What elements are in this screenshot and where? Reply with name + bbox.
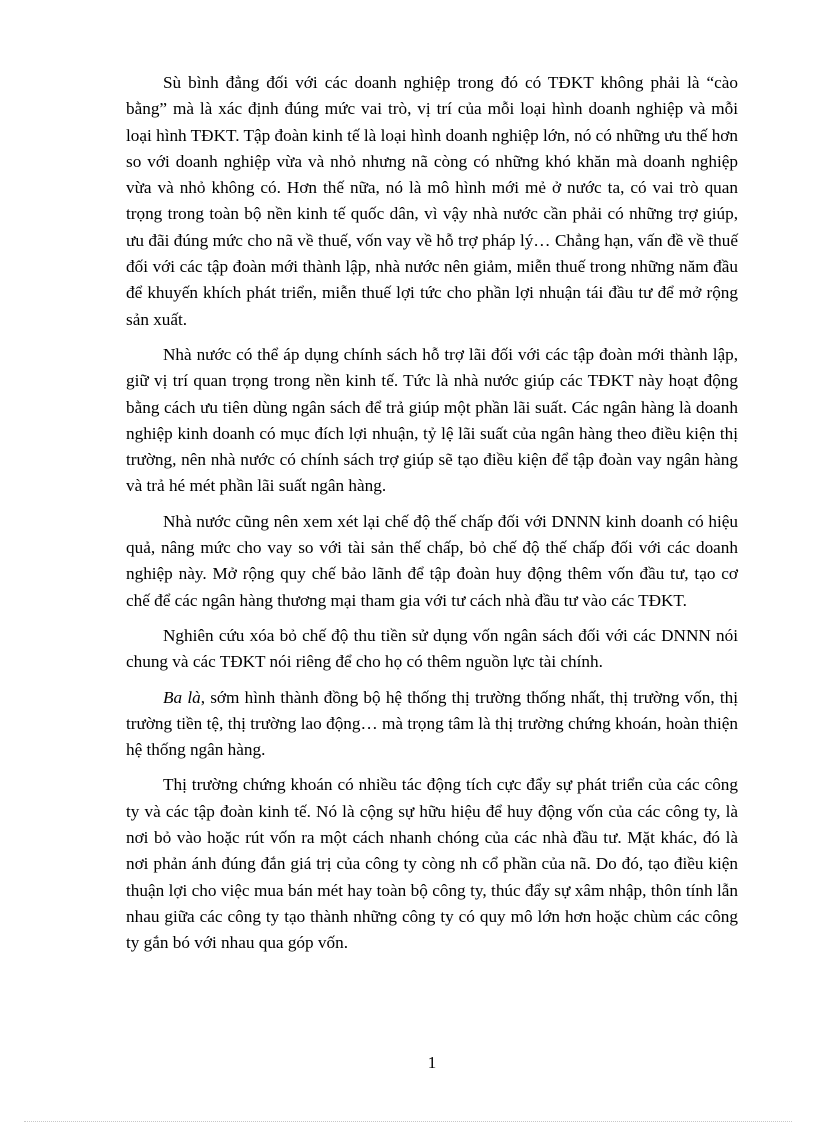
paragraph-6 <box>126 772 738 956</box>
paragraph-2 <box>126 342 738 500</box>
page-bottom-divider <box>24 1121 792 1122</box>
paragraph-3-text: Nhà nước cũng nên xem xét lại chế độ thế chấp đối với DNNN kinh doanh có hiệu quả, nâng mức cho vay so với tài sản thế chấp, bỏ chế độ thế chấp đối với các doanh nghiệp này. Mở rộng quy chế bảo lãnh để tập đoàn huy động thêm vốn đầu tư, tạo cơ chế để các ngân hàng thương mại tham gia với tư cách nhà đầu tư vào các TĐKT. <box>126 511 738 610</box>
document-body <box>126 70 738 966</box>
paragraph-2-text: Nhà nước có thể áp dụng chính sách hỗ trợ lãi đối với các tập đoàn mới thành lập, giữ vị trí quan trọng trong nền kinh tế. Tức là nhà nước giúp các TĐKT này hoạt động bằng cách ưu tiên dùng ngân sách để trả giúp một phần lãi suất. Các ngân hàng là doanh nghiệp kinh doanh có mục đích lợi nhuận, tỷ lệ lãi suất của ngân hàng theo điều kiện thị trường, nên nhà nước có chính sách trợ giúp sẽ tạo điều kiện để tập đoàn vay ngân hàng và trả hé mét phần lãi suất ngân hàng. <box>126 344 738 496</box>
paragraph-5-text: , sớm hình thành đồng bộ hệ thống thị trường thống nhất, thị trường vốn, thị trường tiền tệ, thị trường lao động… mà trọng tâm là thị trường chứng khoán, hoàn thiện hệ thống ngân hàng. <box>126 687 738 760</box>
paragraph-3 <box>126 509 738 614</box>
paragraph-1-text: Sù bình đẳng đối với các doanh nghiệp trong đó có TĐKT không phải là “cào bằng” mà là xác định đúng mức vai trò, vị trí của mỗi loại hình doanh nghiệp và mỗi loại hình TĐKT. Tập đoàn kinh tế là loại hình doanh nghiệp lớn, nó có những ưu thế hơn so với doanh nghiệp vừa và nhỏ nhưng nã còng có những khó khăn mà doanh nghiệp vừa và nhỏ không có. Hơn thế nữa, nó là mô hình mới mẻ ở nước ta, có vai trò quan trọng trong toàn bộ nền kinh tế quốc dân, vì vậy nhà nước cần phải có những trợ giúp, ưu đãi đúng mức cho nã về thuế, vốn vay về hỗ trợ pháp lý… Chẳng hạn, vấn đề về thuế đối với các tập đoàn mới thành lập, nhà nước nên giảm, miễn thuế trong những năm đầu để khuyến khích phát triển, miễn thuế lợi tức cho phần lợi nhuận tái đầu tư để mở rộng sản xuất. <box>126 73 738 329</box>
paragraph-4-text: Nghiên cứu xóa bỏ chế độ thu tiền sử dụng vốn ngân sách đối với các DNNN nói chung và các TĐKT nói riêng để cho họ có thêm nguồn lực tài chính. <box>126 625 738 672</box>
paragraph-1 <box>126 70 738 333</box>
paragraph-5-lead-italic: Ba là <box>163 687 201 707</box>
paragraph-6-text: Thị trường chứng khoán có nhiều tác động tích cực đẩy sự phát triển của các công ty và các tập đoàn kinh tế. Nó là cộng sự hữu hiệu để huy động vốn của các công ty, là nơi bỏ vào hoặc rút vốn ra một cách nhanh chóng của các nhà đầu tư. Mặt khác, đó là nơi phản ánh đúng đắn giá trị của công ty còng nh cổ phần của nã. Do đó, tạo điều kiện thuận lợi cho việc mua bán mét hay toàn bộ công ty, thúc đẩy sự xâm nhập, thôn tính lẫn nhau giữa các công ty tạo thành những công ty có quy mô lớn hơn hoặc chùm các công ty gắn bó với nhau qua góp vốn. <box>126 775 738 953</box>
paragraph-5 <box>126 685 738 764</box>
page-number: 1 <box>427 1053 437 1072</box>
paragraph-4 <box>126 623 738 676</box>
